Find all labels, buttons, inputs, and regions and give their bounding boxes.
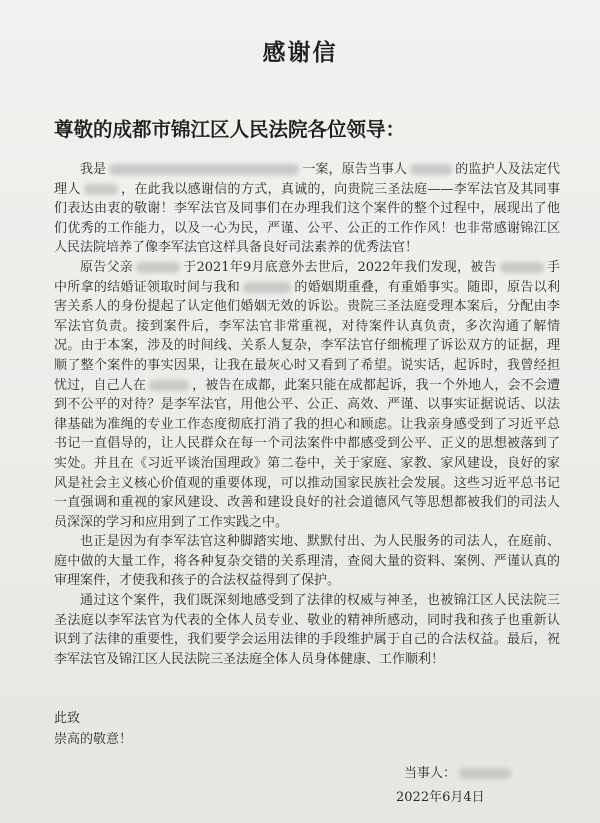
p1-text-c: 的监护人及法定代理人	[54, 162, 560, 197]
p2-text-a: 原告父亲	[80, 259, 133, 275]
signer-line	[404, 762, 514, 781]
p2-text-c: 手中所拿的结婚证领取时间与我和	[54, 259, 560, 295]
p1-text-d: ，在此我以感谢信的方式，真诚的，向贵院三圣法庭——李军法官及其同事们表达由衷的敬谢！李军法官及同事们在办理我们这个案件的整个过程中，展现出了他们优秀的工作能力，以及一心为民，严谨、公平、公正的工作作风！也非常感谢锦江区人民法院培养了像李军法官这样具备良好司法素养的优秀法官！	[54, 181, 560, 256]
letter-body	[54, 160, 560, 669]
signer-label: 当事人：	[404, 766, 457, 781]
redacted-defendant	[500, 262, 544, 273]
letter-title: 感谢信	[262, 39, 338, 66]
paragraph-2	[54, 258, 560, 532]
closing-line-2: 崇高的敬意！	[54, 732, 133, 747]
closing-line-1: 此致	[54, 711, 81, 726]
redacted-guardian	[84, 184, 118, 195]
paragraph-4: 通过这个案件，我们既深刻地感受到了法律的权威与神圣，也被锦江区人民法院三圣法庭以李军法官为代表的全体人员专业、敬业的精神所感动，同时我和孩子也重新认识到了法律的重要性，我们要学会运用法律的手段维护属于自己的合法权益。最后，祝李军法官及锦江区人民法院三圣法庭全体人员身体健康、工作顺利！	[54, 593, 560, 667]
p2-text-e: ，被告在成都，此案只能在成都起诉，我一个外地人，会不会遭到不公平的对待？是李军法官，用他公平、公正、高效、严谨、以事实证据说话、以法律基础为准绳的专业工作态度彻底打消了我的担心和顾虑。让我亲身感受到了习近平总书记一直倡导的，让人民群众在每一个司法案件中都感受到公平、正义的思想被落到了实处。并且在《习近平谈治国理政》第二卷中，关于家庭、家教、家风建设，良好的家风是社会主义核心价值观的重要体现，可以推动国家民族社会发展。这些习近平总书记一直强调和重视的家风建设、改善和建设良好的社会道德风气等思想都被我们的司法人员深深的学习和应用到了工作实践之中。	[54, 377, 560, 530]
redacted-location	[149, 380, 189, 391]
salutation: 尊敬的成都市锦江区人民法院各位领导：	[54, 118, 406, 141]
redacted-signer-name	[459, 768, 511, 779]
paragraph-1	[54, 160, 560, 258]
p1-text-b: 一案，原告当事人	[302, 162, 408, 177]
redacted-case-name	[109, 164, 299, 175]
redacted-father	[136, 262, 180, 273]
p2-text-b: 于2021年9月底意外去世后，2022年我们发现，被告	[182, 259, 497, 275]
redacted-plaintiff	[410, 164, 452, 175]
letter-date: 2022年6月4日	[396, 790, 485, 805]
closing	[54, 708, 132, 750]
paragraph-3: 也正是因为有李军法官这种脚踏实地、默默付出、为人民服务的司法人，在庭前、庭中做的大量工作，将各种复杂交错的关系理清，查阅大量的资料、案例、严谨认真的审理案件，才使我和孩子的合法权益得到了保护。	[54, 534, 560, 589]
p2-text-d: 的婚姻期重叠，有重婚事实。随即，原告以利害关系人的身份提起了认定他们婚姻无效的诉讼。贵院三圣法庭受理本案后，分配由李军法官负责。接到案件后，李军法官非常重视，对待案件认真负责，多次沟通了解情况。由于本案，涉及的时间线、关系人复杂，李军法官仔细梳理了诉讼双方的证据，理顺了整个案件的事实因果，让我在最灰心时又看到了希望。说实话，起诉时，我曾经担忧过，自己人在	[54, 279, 560, 393]
redacted-spouse	[243, 282, 291, 293]
p1-text-a: 我是	[80, 162, 107, 177]
